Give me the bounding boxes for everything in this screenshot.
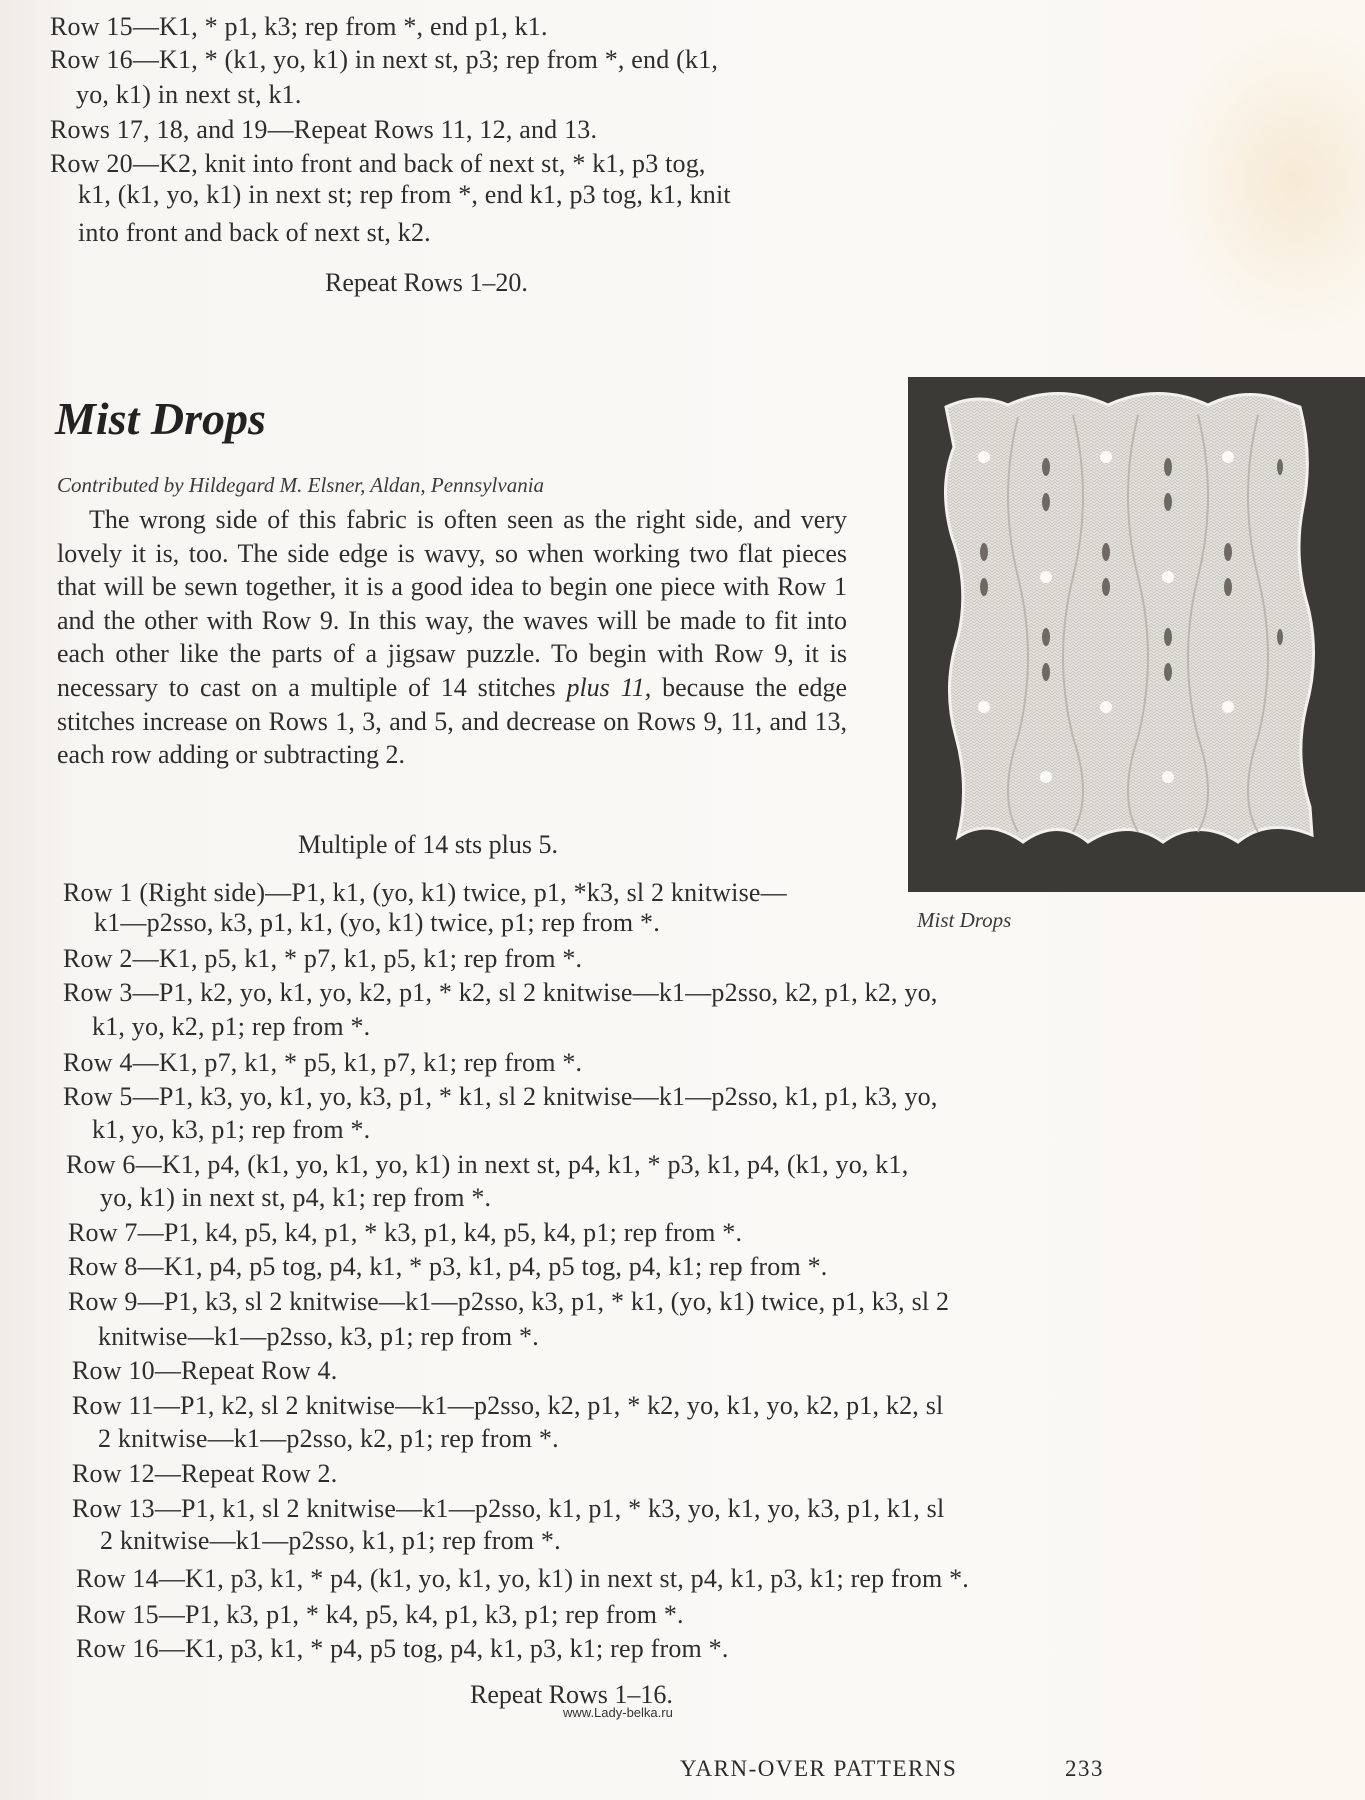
pattern-row-line: Row 3—P1, k2, yo, k1, yo, k2, p1, * k2, sl 2 knitwise—k1—p2sso, k2, p1, k2, yo, [63, 978, 938, 1007]
pattern-row-line: Row 4—K1, p7, k1, * p5, k1, p7, k1; rep from *. [63, 1048, 583, 1077]
description-text: because the edge stitches increase on Rows 1, 3, and 5, and decrease on Rows 9, 11, and 13, each row adding or subtracting 2. [57, 672, 848, 770]
pattern-row-line: Row 11—P1, k2, sl 2 knitwise—k1—p2sso, k2, p1, * k2, yo, k1, yo, k2, p1, k2, sl [72, 1391, 944, 1420]
page-number: 233 [1065, 1756, 1104, 1781]
pattern-row-line: k1—p2sso, k3, p1, k1, (yo, k1) twice, p1; rep from *. [94, 908, 660, 937]
top-row-line: Rows 17, 18, and 19—Repeat Rows 11, 12, and 13. [50, 115, 598, 144]
pattern-row-line: knitwise—k1—p2sso, k3, p1; rep from *. [98, 1322, 539, 1351]
section-repeat-note: Repeat Rows 1–16. [470, 1680, 673, 1709]
pattern-row-line: Row 6—K1, p4, (k1, yo, k1, yo, k1) in next st, p4, k1, * p3, k1, p4, (k1, yo, k1, [66, 1150, 909, 1179]
running-head: YARN-OVER PATTERNS [680, 1756, 958, 1781]
pattern-row-line: Row 5—P1, k3, yo, k1, yo, k3, p1, * k1, sl 2 knitwise—k1—p2sso, k1, p1, k3, yo, [63, 1082, 938, 1111]
pattern-row-line: yo, k1) in next st, p4, k1; rep from *. [100, 1183, 492, 1212]
pattern-row-line: 2 knitwise—k1—p2sso, k1, p1; rep from *. [100, 1526, 561, 1555]
paper-stain [1165, 20, 1365, 340]
top-row-line: Row 20—K2, knit into front and back of next st, * k1, p3 tog, [50, 149, 706, 178]
top-row-line: yo, k1) in next st, k1. [76, 80, 302, 109]
pattern-row-line: Row 9—P1, k3, sl 2 knitwise—k1—p2sso, k3, p1, * k1, (yo, k1) twice, p1, k3, sl 2 [68, 1287, 950, 1316]
pattern-title: Mist Drops [55, 393, 266, 444]
top-row-line: Row 16—K1, * (k1, yo, k1) in next st, p3; rep from *, end (k1, [50, 45, 719, 74]
description-emphasis: plus 11, [566, 672, 652, 702]
pattern-row-line: Row 2—K1, p5, k1, * p7, k1, p5, k1; rep from *. [63, 944, 583, 973]
top-row-line: k1, (k1, yo, k1) in next st; rep from *, end k1, p3 tog, k1, knit [78, 180, 731, 209]
watermark: www.Lady-belka.ru [563, 1705, 673, 1720]
pattern-row-line: 2 knitwise—k1—p2sso, k2, p1; rep from *. [98, 1424, 559, 1453]
pattern-row-line: Row 8—K1, p4, p5 tog, p4, k1, * p3, k1, p4, p5 tog, p4, k1; rep from *. [68, 1252, 828, 1281]
pattern-row-line: Row 14—K1, p3, k1, * p4, (k1, yo, k1, yo, k1) in next st, p4, k1, p3, k1; rep from *. [76, 1564, 970, 1593]
top-row-line: Row 15—K1, * p1, k3; rep from *, end p1, k1. [50, 12, 548, 41]
pattern-credit: Contributed by Hildegard M. Elsner, Aldan, Pennsylvania [57, 473, 545, 497]
pattern-row-line: Row 16—K1, p3, k1, * p4, p5 tog, p4, k1, p3, k1; rep from *. [76, 1634, 729, 1663]
lace-swatch-illustration [908, 377, 1365, 892]
pattern-row-line: Row 15—P1, k3, p1, * k4, p5, k4, p1, k3, p1; rep from *. [76, 1600, 684, 1629]
pattern-row-line: Row 7—P1, k4, p5, k4, p1, * k3, p1, k4, p5, k4, p1; rep from *. [68, 1218, 743, 1247]
pattern-row-line: k1, yo, k3, p1; rep from *. [92, 1115, 371, 1144]
photo-caption: Mist Drops [917, 908, 1012, 932]
description-text: The wrong side of this fabric is often seen as the right side, and very lovely it is, too. The side edge is wavy, so when working two flat pieces that will be sewn together, it is a good idea to begin one piece with Row 1 and the other with Row 9. In this way, the waves will be made to fit into each other like the parts of a jigsaw puzzle. To begin with Row 9, it is necessary to cast on a multiple of 14 stitches [57, 505, 847, 702]
top-repeat-note: Repeat Rows 1–20. [325, 268, 528, 297]
pattern-row-line: Row 10—Repeat Row 4. [72, 1356, 338, 1385]
pattern-row-line: Row 1 (Right side)—P1, k1, (yo, k1) twice, p1, *k3, sl 2 knitwise— [63, 878, 787, 907]
pattern-row-line: k1, yo, k2, p1; rep from *. [92, 1012, 371, 1041]
pattern-row-line: Row 12—Repeat Row 2. [72, 1459, 338, 1488]
pattern-description [57, 503, 847, 772]
top-row-line: into front and back of next st, k2. [78, 218, 431, 247]
stitch-multiple: Multiple of 14 sts plus 5. [298, 830, 559, 859]
swatch-photo [908, 377, 1365, 892]
pattern-row-line: Row 13—P1, k1, sl 2 knitwise—k1—p2sso, k1, p1, * k3, yo, k1, yo, k3, p1, k1, sl [72, 1494, 945, 1523]
